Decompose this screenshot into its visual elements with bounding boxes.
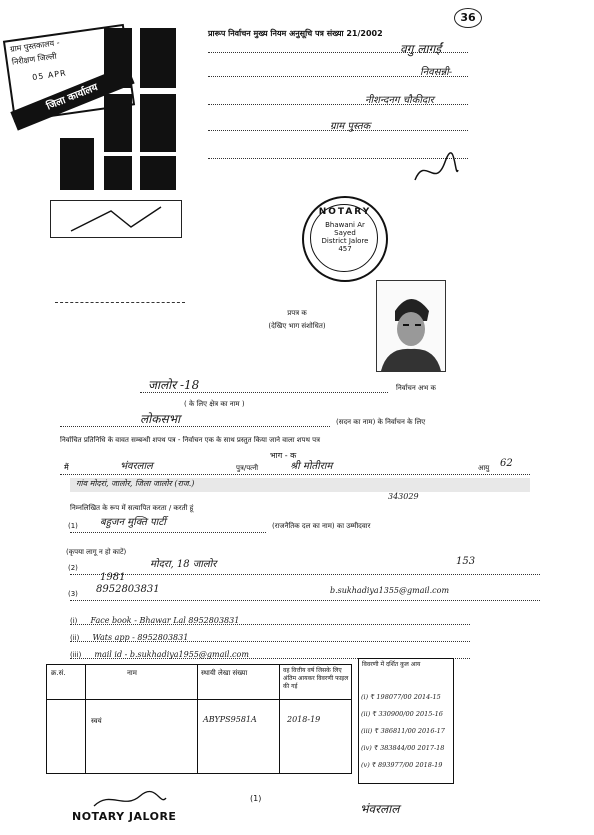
stamp-box xyxy=(50,200,182,238)
instruction-line: निर्वाचित प्रतिनिधि के वावत सम्बन्धी शपथ पत्र - निर्वाचन एक के साथ प्रस्तुत किया जाने वाला शपथ पत्र xyxy=(60,436,321,444)
th-income: विवरणी में दर्शित कुल आय xyxy=(362,661,421,668)
social-row xyxy=(70,642,470,659)
header-line-5: ग्राम पुस्तक xyxy=(330,121,371,132)
pincode: 343029 xyxy=(388,492,419,501)
row-label: स्वयं xyxy=(91,717,102,725)
social-prefix: (i) xyxy=(70,617,78,625)
year-value: 1981 xyxy=(100,572,126,583)
seal-reg: 457 xyxy=(338,245,352,253)
th-pan: स्थायी लेखा संख्या xyxy=(201,669,248,677)
income-row: (ii) ₹ 330900/00 2015-16 xyxy=(361,710,443,718)
social-text: Wats app - 8952803831 xyxy=(92,633,189,642)
revenue-stamps xyxy=(40,26,180,196)
th-fy: वह वित्तीय वर्ष जिसके लिए अंतिम आयकर विवरणी फाइल की गई xyxy=(283,667,349,690)
header-line-3: निवसन्नी- xyxy=(420,67,453,78)
father-value: श्री मोतीराम xyxy=(290,461,333,472)
th-name: नाम xyxy=(127,669,137,677)
phone-value: 8952803831 xyxy=(96,584,160,595)
city-value: जालोर -18 xyxy=(148,378,200,392)
social-prefix: (iii) xyxy=(70,651,82,659)
sabha-suffix: (सदन का नाम) के निर्वाचन के लिए xyxy=(336,418,426,426)
stamp-signature-scribble xyxy=(51,201,181,237)
row-fy: 2018-19 xyxy=(287,715,321,724)
social-row xyxy=(70,625,470,642)
footer-mark: (1) xyxy=(250,794,262,803)
income-row: (i) ₹ 198077/00 2014-15 xyxy=(361,693,441,701)
income-row: (iii) ₹ 386811/00 2016-17 xyxy=(361,727,445,735)
stamp-band-text: जिला कार्यालय xyxy=(45,82,100,113)
party-index: (1) xyxy=(68,522,78,530)
income-box xyxy=(358,658,454,784)
party-dotline xyxy=(70,532,266,533)
header-line-4: नीशन्दनग चौकीदार xyxy=(365,95,434,106)
social-prefix: (ii) xyxy=(70,634,80,642)
address-rest: निम्नलिखित के रूप में सत्यापित करता / करती हूं xyxy=(70,504,194,512)
applicant-prefix: मैं xyxy=(64,463,69,472)
stamp-line-2: निरीक्षण जिल्ली xyxy=(11,51,58,67)
seal-name-2: Sayed xyxy=(334,229,356,237)
seal-top: NOTARY xyxy=(318,207,372,217)
seal-district: District Jalore xyxy=(321,237,369,245)
income-row: (v) ₹ 893977/00 2018-19 xyxy=(361,761,443,769)
applicant-dotline xyxy=(60,474,530,475)
separator-line xyxy=(55,302,185,303)
bhag-label: भाग - क xyxy=(270,451,297,460)
contact-index: (3) xyxy=(68,590,78,598)
seal-name-1: Bhawani Ar xyxy=(325,221,365,229)
father-label: पुत्र/पत्नी xyxy=(236,464,259,472)
form-subtitle: (देखिए भाग संशोधित) xyxy=(268,322,326,330)
income-table xyxy=(46,664,352,774)
constituency-index: (2) xyxy=(68,564,78,572)
contact-dotline xyxy=(70,600,540,601)
email-value: b.sukhadiya1355@gmail.com xyxy=(330,586,450,595)
age-label: आयु xyxy=(478,464,490,472)
social-row xyxy=(70,608,470,625)
sabha-dotline xyxy=(60,426,330,427)
constituency-dotline xyxy=(70,574,540,575)
office-hint: ( के लिए क्षेत्र का नाम ) xyxy=(184,400,245,408)
income-list xyxy=(361,693,453,778)
serial-value: 153 xyxy=(456,556,476,567)
form-title: प्रपत्र क xyxy=(287,309,307,317)
header-name-value: वगु लागईं xyxy=(400,42,442,56)
th-serial: क्र.सं. xyxy=(51,669,66,677)
stamp-line-1: ग्राम पुस्तकालय - xyxy=(9,38,61,54)
sabha-value: लोकसभा xyxy=(140,412,181,426)
age-value: 62 xyxy=(500,458,513,469)
notary-footer: NOTARY JALORE xyxy=(72,810,177,823)
stamp-date: 05 APR xyxy=(31,68,68,83)
dot-note: (कृपया लागू न हो काटें) xyxy=(66,548,127,556)
party-value: बहुजन मुक्ति पार्टी xyxy=(100,517,166,528)
social-text: Face book - Bhawar Lal 8952803831 xyxy=(90,616,240,625)
social-list xyxy=(70,608,470,659)
page-number-text: 36 xyxy=(460,11,476,24)
party-rest: (राजनैतिक दल का नाम) का उम्मीदवार xyxy=(272,522,371,530)
nirvachan-label: निर्वाचन अभ क xyxy=(396,384,436,392)
income-row: (iv) ₹ 383844/00 2017-18 xyxy=(361,744,445,752)
row-pan: ABYPS9581A xyxy=(203,715,257,724)
applicant-name: भंवरलाल xyxy=(120,461,153,472)
signature-bottom: भंवरलाल xyxy=(360,802,400,816)
page-number xyxy=(454,8,482,28)
notary-seal xyxy=(302,196,388,282)
header-line-1: प्रारूप निर्वाचन मुख्य नियम अनुसूचि पत्र संख्या 21/2002 xyxy=(208,29,383,38)
header-signature xyxy=(410,150,460,190)
social-text: mail id - b.sukhadiya1955@gmail.com xyxy=(94,650,249,659)
address-value: गांव मोदरां, जालोर, जिला जालोर (राज.) xyxy=(76,479,195,488)
constituency-value: मोदरा, 18 जालोर xyxy=(150,559,217,570)
footer-signature-scribble xyxy=(90,788,170,812)
